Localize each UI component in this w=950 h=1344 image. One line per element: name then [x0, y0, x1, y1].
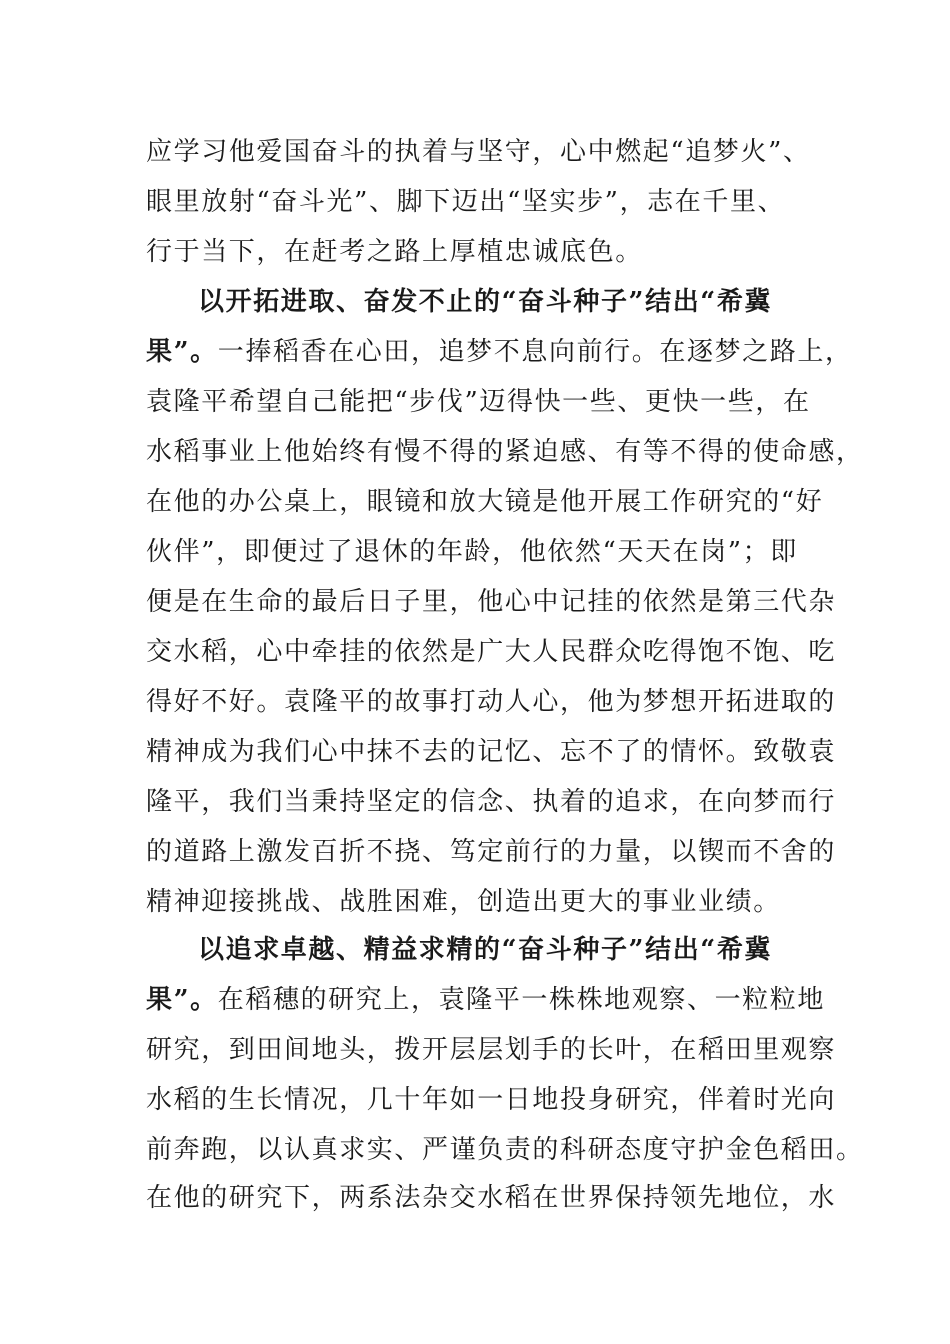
text-line: [146, 985, 825, 1015]
text-line: 伙伴”，即便过了退休的年龄，他依然“天天在岗”；即: [146, 537, 798, 567]
text-span: 在稻穗的研究上，袁隆平一株株地观察、一粒粒地: [217, 985, 825, 1015]
text-line: 水稻事业上他始终有慢不得的紧迫感、有等不得的使命感，: [146, 437, 864, 467]
text-line: 便是在生命的最后日子里，他心中记挂的依然是第三代杂: [146, 587, 837, 617]
section-heading-end: 果”。: [146, 985, 218, 1015]
text-line: 水稻的生长情况，几十年如一日地投身研究，伴着时光向: [146, 1085, 837, 1115]
text-line: 的道路上激发百折不挠、笃定前行的力量，以锲而不舍的: [146, 837, 837, 867]
section-heading: 以开拓进取、奋发不止的“奋斗种子”结出“希冀: [198, 287, 773, 317]
text-span: 一捧稻香在心田，追梦不息向前行。在逐梦之路上，: [217, 337, 853, 367]
section-heading-end: 果”。: [146, 337, 218, 367]
text-line: 在他的办公桌上，眼镜和放大镜是他开展工作研究的“好: [146, 487, 824, 517]
text-line: 得好不好。袁隆平的故事打动人心，他为梦想开拓进取的: [146, 687, 837, 717]
text-line: 研究，到田间地头，拨开层层划手的长叶，在稻田里观察: [146, 1035, 837, 1065]
section-heading: 以追求卓越、精益求精的“奋斗种子”结出“希冀: [198, 935, 773, 965]
text-line: 交水稻，心中牵挂的依然是广大人民群众吃得饱不饱、吃: [146, 637, 837, 667]
text-line: 精神迎接挑战、战胜困难，创造出更大的事业业绩。: [146, 887, 781, 917]
text-line: 行于当下，在赶考之路上厚植忠诚底色。: [146, 237, 643, 267]
text-line: 在他的研究下，两系法杂交水稻在世界保持领先地位，水: [146, 1183, 837, 1213]
text-line: 应学习他爱国奋斗的执着与坚守，心中燃起“追梦火”、: [146, 137, 811, 167]
text-line: 眼里放射“奋斗光”、脚下迈出“坚实步”，志在千里、: [146, 187, 786, 217]
text-line: 前奔跑，以认真求实、严谨负责的科研态度守护金色稻田。: [146, 1135, 864, 1165]
text-line: [146, 337, 853, 367]
text-line: 精神成为我们心中抹不去的记忆、忘不了的情怀。致敬袁: [146, 737, 837, 767]
text-line: 袁隆平希望自己能把“步伐”迈得快一些、更快一些，在: [146, 387, 811, 417]
text-line: 隆平，我们当秉持坚定的信念、执着的追求，在向梦而行: [146, 787, 837, 817]
